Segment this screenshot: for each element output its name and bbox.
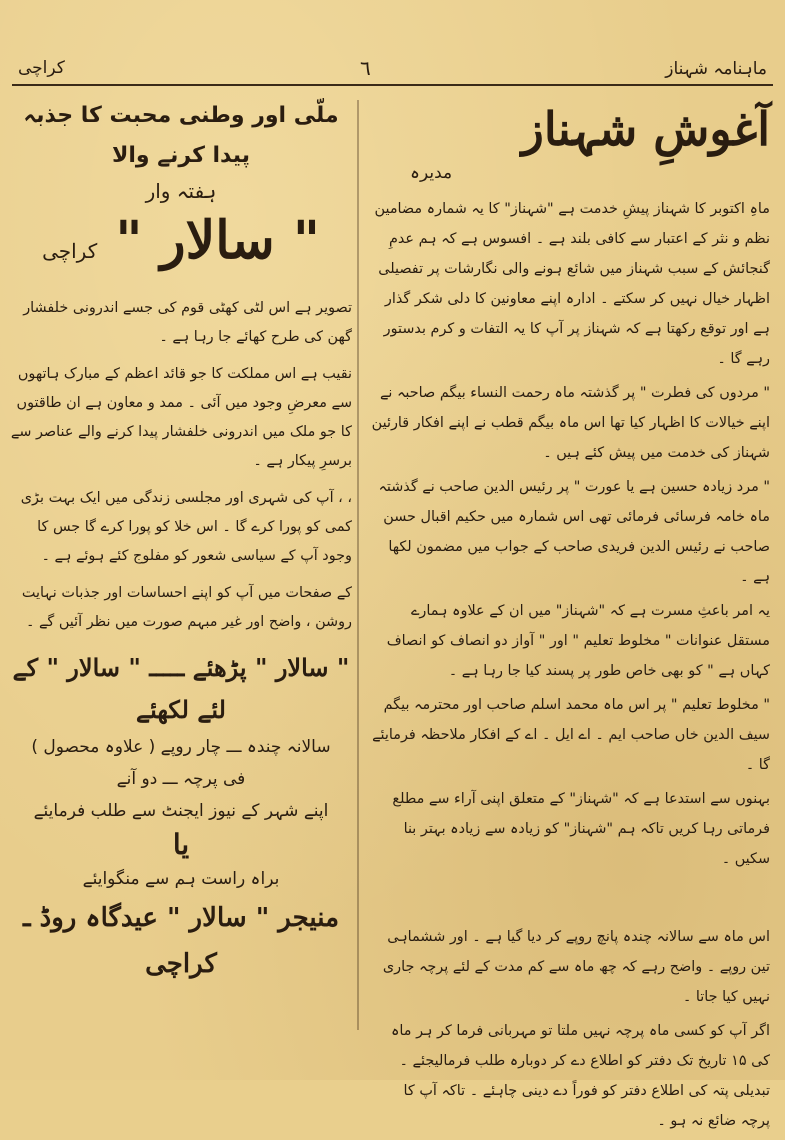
editorial-paragraph: یہ امر باعثِ مسرت ہے کہ "شہناز" میں ان کے علاوہ ہمارے مستقل عنوانات " مخلوط تعلیم " اور " آواز دو انصاف کو انصاف کہاں ہے " کو بھی خاص طور پر پسند کیا جا رہا ہے ۔ xyxy=(386,603,770,679)
editorial-paragraph: " مخلوط تعلیم " پر اس ماہ محمد اسلم صاحب اور محترمہ بیگم سیف الدین خاں صاحب ایم ۔ اے ایل ۔ اے کے افکار ملاحظہ فرمایئے گا ۔ xyxy=(372,697,770,773)
ad-block xyxy=(10,579,352,637)
editorial-paragraph: اگر آپ کو کسی ماہ پرچہ نہیں ملتا تو مہربانی فرما کر ہر ماہ کی ۱۵ تاریخ تک دفتر کو اطلاع دے کر دوبارہ طلب فرمالیجئے ۔ تبدیلی پتہ کی اطلاع دفتر کو فوراً دے دینی چاہئے ۔ تاکہ آپ کا پرچہ ضائع نہ ہو ۔ xyxy=(390,1023,770,1129)
ad-block xyxy=(10,484,352,571)
ad-block-text: کے صفحات میں آپ کو اپنے احساسات اور جذبات نہایت روشن ، واضح اور غیر مبہم صورت میں نظر آئیں گے ۔ xyxy=(21,585,352,630)
editorial-paragraph: اس ماہ سے سالانہ چندہ پانچ روپے کر دیا گیا ہے ۔ اور ششماہی تین روپے ۔ واضح رہے کہ چھ ماہ سے کم مدت کے لئے پرچہ جاری نہیں کیا جاتا ۔ xyxy=(382,929,770,1005)
ad-block-text: ، ، آپ کی شہری اور مجلسی زندگی میں ایک بہت بڑی کمی کو پورا کرے گا ۔ اس خلا کو پورا کرے گا جس کا وجود آپ کے سیاسی شعور کو مفلوج کئے ہوئے ہے ۔ xyxy=(20,490,352,564)
ad-block xyxy=(10,360,352,476)
or-separator: یا xyxy=(172,828,190,861)
column-divider xyxy=(357,100,359,1030)
ad-block-text: نقیب ہے اس مملکت کا جو قائد اعظم کے مبارک ہاتھوں سے معرضِ وجود میں آئی ۔ ممد و معاون ہے ان طاقتوں کا جو ملک میں اندرونی خلفشار پیدا کرنے والے عناصر سے برسرِ پیکار ہے ۔ xyxy=(10,366,352,469)
subscription-value: چار روپے ( علاوہ محصول ) xyxy=(31,737,222,757)
ad-block-text: تصویر ہے اس لٹی کھٹی قوم کی جسے اندرونی خلفشار گھن کی طرح کھائے جا رہا ہے ۔ xyxy=(23,300,352,345)
subscription-label: سالانہ چندہ xyxy=(246,737,331,757)
page-header xyxy=(12,54,773,86)
order-local: اپنے شہر کے نیوز ایجنٹ سے طلب فرمایئے xyxy=(33,801,329,821)
ad-title xyxy=(10,206,352,286)
editorial-paragraph: " مردوں کی فطرت " پر گذشتہ ماہ رحمت النساء بیگم صاحبہ نے اپنے خیالات کا اظہار کیا تھا اس ماہ بیگم قطب نے اپنے افکار قارئین شہناز کی خدمت میں پیش کئے ہیں ۔ xyxy=(371,385,770,461)
single-issue-price: فی پرچہ ـــ دو آنے xyxy=(116,769,246,789)
ad-tagline: ملّی اور وطنی محبت کا جذبہ پیدا کرنے والا xyxy=(23,103,339,168)
editorial-byline: مدیرہ xyxy=(410,163,453,183)
manager-address: منیجر " سالار " عیدگاہ روڈ ـ کراچی xyxy=(22,903,340,979)
ad-frequency: ہفتہ وار xyxy=(145,179,217,203)
editorial-paragraph: " مرد زیادہ حسین ہے یا عورت " پر رئیس الدین صاحب نے گذشتہ ماہ خامہ فرسائی فرمائی تھی اس شمارہ میں حکیم اقبال حسن صاحب نے رئیس الدین فریدی صاحب کے جواب میں مضمون لکھا ہے ۔ xyxy=(378,479,770,585)
salar-advertisement xyxy=(10,96,352,987)
order-direct: براہ راست ہم سے منگوایئے xyxy=(82,869,280,889)
editorial-heading xyxy=(370,96,770,194)
subscription-line: سالانہ چندہ ـــ چار روپے ( علاوہ محصول ) xyxy=(31,737,331,757)
ad-slogan: " سالار " پڑھئے ـــــ " سالار " کے لئے لکھئے xyxy=(12,653,350,724)
ad-title-text: " سالار " xyxy=(115,210,320,271)
editorial-paragraph: بہنوں سے استدعا ہے کہ "شہناز" کے متعلق اپنی آراء سے مطلع فرماتی رہا کریں تاکہ ہم "شہناز" کو زیادہ سے زیادہ بہتر بنا سکیں ۔ xyxy=(392,791,770,867)
editorial-title: آغوشِ شہناز xyxy=(521,102,770,156)
city-name: کراچی xyxy=(18,58,65,78)
editorial-paragraph: ماہِ اکتوبر کا شہناز پیشِ خدمت ہے "شہناز" کا یہ شمارہ مضامین نظم و نثر کے اعتبار سے کافی بلند ہے ۔ افسوس ہے کہ ہم عدمِ گنجائش کے سبب شہناز میں شائع ہونے والی نگارشات پر تفصیلی اظہار خیال نہیں کر سکتے ۔ ادارہ اپنے معاونین کا دلی شکر گذار ہے اور توقع رکھتا ہے کہ شہناز پر آپ کا یہ التفات و کرم بدستور رہے گا ۔ xyxy=(374,201,770,367)
editorial-column xyxy=(370,96,770,1140)
page-number: ٦ xyxy=(360,56,371,80)
ad-title-city: کراچی xyxy=(42,239,98,263)
ad-block xyxy=(10,294,352,352)
magazine-name: ماہنامہ شہناز xyxy=(665,59,767,79)
